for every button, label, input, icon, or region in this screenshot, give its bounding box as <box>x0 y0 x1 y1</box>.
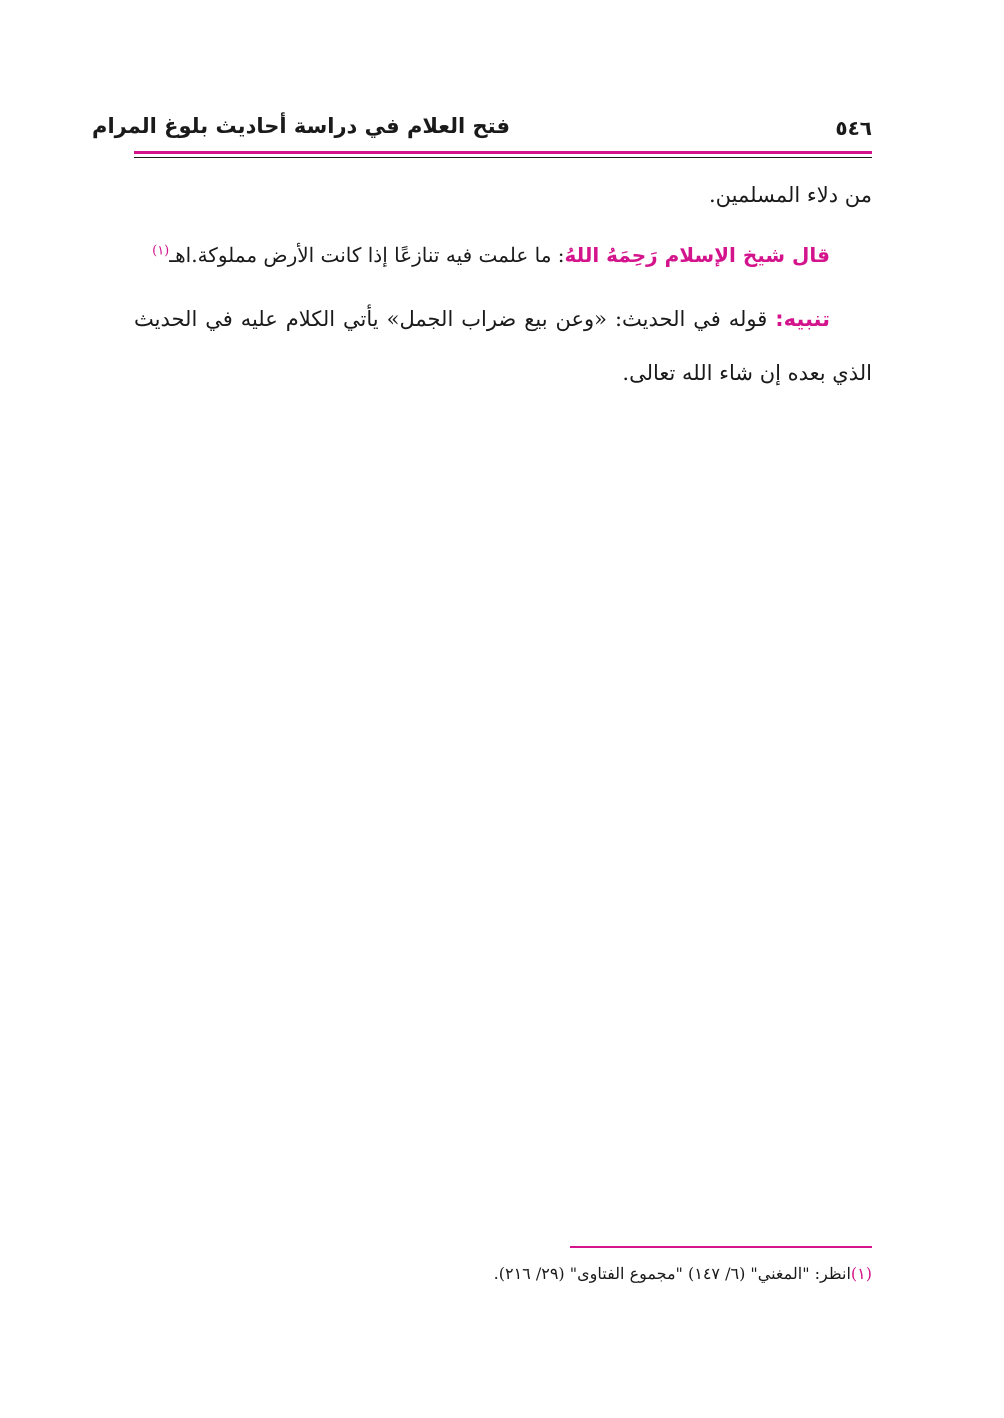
note-label: تنبيه: <box>775 307 830 331</box>
footnote-reference[interactable]: (١) <box>152 243 170 259</box>
footnote-text: انظر: "المغني" (٦/ ١٤٧) "مجموع الفتاوى" (٢٩/ ٢١٦). <box>493 1264 851 1283</box>
page-number: ٥٤٦ <box>835 116 872 140</box>
header-rule <box>134 157 872 158</box>
header-rule-accent <box>134 151 872 154</box>
footnote-separator <box>570 1246 872 1248</box>
paragraph-quote <box>134 232 872 278</box>
page-body <box>134 172 872 400</box>
footnote-marker: (١) <box>850 1264 872 1283</box>
paragraph-continuation: من دلاء المسلمين. <box>709 183 872 207</box>
footnote <box>134 1264 872 1283</box>
quote-speaker: قال شيخ الإسلام رَحِمَهُ اللهُ <box>564 243 830 267</box>
book-title: فتح العلام في دراسة أحاديث بلوغ المرام <box>92 114 510 138</box>
paragraph-note <box>134 292 872 400</box>
quote-text: : ما علمت فيه تنازعًا إذا كانت الأرض مملوكة.اهـ <box>169 243 565 267</box>
note-text: قوله في الحديث: «وعن بيع ضراب الجمل» يأتي الكلام عليه في الحديث الذي بعده إن شاء الله تعالى. <box>134 307 872 385</box>
running-header <box>92 112 872 148</box>
